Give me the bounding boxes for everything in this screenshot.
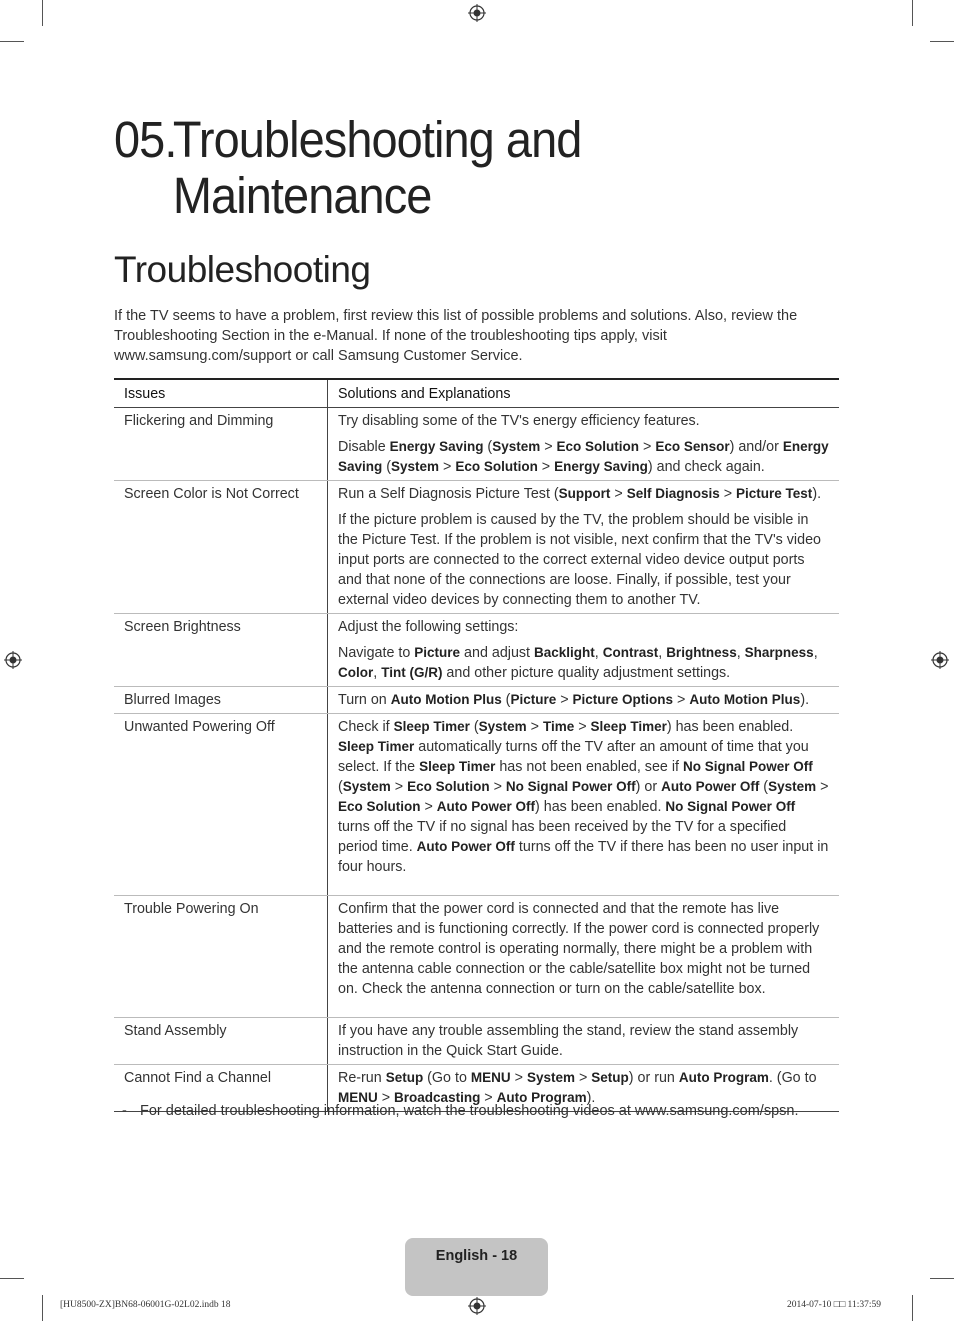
issue-cell: Screen Brightness [114, 614, 328, 687]
registration-mark-icon [468, 4, 486, 22]
issue-cell: Unwanted Powering Off [114, 714, 328, 896]
menu-path-term: System [526, 1070, 575, 1085]
solution-cell [328, 481, 840, 614]
menu-path-term: System [391, 459, 440, 474]
chapter-title-line1: Troubleshooting and [172, 111, 582, 168]
solution-cell [328, 896, 840, 1018]
solution-text: If you have any trouble assembling the stand, review the stand assembly instruction in the Quick Start Guide. [338, 1023, 799, 1059]
solution-text: Adjust the following settings: [338, 619, 519, 635]
section-title: Troubleshooting [114, 249, 371, 290]
table-row [114, 408, 839, 481]
menu-path-term: Auto Motion Plus [390, 692, 502, 707]
menu-path-term: Sleep Timer [393, 719, 470, 734]
solution-text: Re-run Setup (Go to MENU > System > Setup) or run Auto Program. (Go to MENU > Broadcasting > Auto Program). [338, 1070, 817, 1106]
menu-path-term: Sharpness [744, 645, 814, 660]
solution-text: Check if Sleep Timer (System > Time > Sleep Timer) has been enabled. Sleep Timer automatically turns off the TV after an amount of time that you select. If the Sleep Timer has not been enabled, see if No Signal Power Off (System > Eco Solution > No Signal Power Off) or Auto Power Off (System > Eco Solution > Auto Power Off) has been enabled. No Signal Power Off turns off the TV if no signal has been received by the TV for a specified period time. Auto Power Off turns off the TV if there has been no user input in four hours. [338, 719, 829, 875]
solution-text: Disable Energy Saving (System > Eco Solution > Eco Sensor) and/or Energy Saving (System > Eco Solution > Energy Saving) and check again. [338, 439, 829, 475]
menu-path-term: Picture [510, 692, 557, 707]
solution-text: Navigate to Picture and adjust Backlight, Contrast, Brightness, Sharpness, Color, Tint (G/R) and other picture quality adjustment settings. [338, 645, 818, 681]
menu-path-term: Sleep Timer [590, 719, 667, 734]
menu-path-term: Picture [414, 645, 461, 660]
menu-path-term: Eco Solution [407, 779, 490, 794]
crop-mark [930, 41, 954, 42]
menu-path-term: Energy Saving [554, 459, 648, 474]
menu-path-term: Eco Sensor [655, 439, 730, 454]
menu-path-term: Sleep Timer [419, 759, 496, 774]
menu-path-term: Auto Motion Plus [689, 692, 801, 707]
menu-path-term: Self Diagnosis [626, 486, 720, 501]
solution-cell [328, 687, 840, 714]
menu-path-term: Color [338, 665, 374, 680]
solution-text: Confirm that the power cord is connected and that the remote has live batteries and is functioning correctly. If the power cord is connected properly and the remote control is operating normally, there might be a problem with the antenna cable connection or the cable/satellite box might not be turned on. Check the antenna connection or turn on the cable/satellite box. [338, 901, 820, 997]
solution-text: Turn on Auto Motion Plus (Picture > Picture Options > Auto Motion Plus). [338, 692, 810, 708]
issue-cell: Screen Color is Not Correct [114, 481, 328, 614]
column-header-solutions: Solutions and Explanations [328, 379, 840, 408]
menu-path-term: Auto Program [496, 1090, 587, 1105]
menu-path-term: Broadcasting [394, 1090, 481, 1105]
solution-cell [328, 614, 840, 687]
table-row [114, 714, 839, 896]
menu-path-term: Auto Power Off [416, 839, 515, 854]
intro-paragraph: If the TV seems to have a problem, first review this list of possible problems and solutions. Also, review the Troubleshooting Section in the e-Manual. If none of the troubleshooting tips apply, visit www.samsung.com/support or call Samsung Customer Service. [114, 308, 798, 364]
crop-mark [42, 0, 43, 26]
menu-path-term: Contrast [602, 645, 659, 660]
menu-path-term: Auto Power Off [436, 799, 536, 814]
menu-path-term: MENU [338, 1090, 378, 1105]
menu-path-term: System [768, 779, 817, 794]
crop-mark [42, 1295, 43, 1321]
registration-mark-icon [4, 651, 22, 669]
menu-path-term: System [342, 779, 391, 794]
solution-cell [328, 1018, 840, 1065]
menu-path-term: Picture Options [572, 692, 674, 707]
footnote-text: For detailed troubleshooting information, watch the troubleshooting videos at www.samsung.com/spsn. [140, 1103, 799, 1119]
footer-filename: [HU8500-ZX]BN68-06001G-02L02.indb 18 [60, 1300, 231, 1310]
issue-cell: Flickering and Dimming [114, 408, 328, 481]
crop-mark [0, 1278, 24, 1279]
issue-cell: Stand Assembly [114, 1018, 328, 1065]
issue-cell: Cannot Find a Channel [114, 1065, 328, 1112]
crop-mark [912, 1295, 913, 1321]
crop-mark [930, 1278, 954, 1279]
menu-path-term: Support [558, 486, 611, 501]
table-row [114, 687, 839, 714]
menu-path-term: Setup [591, 1070, 629, 1085]
menu-path-term: Energy Saving [338, 439, 829, 474]
crop-mark [0, 41, 24, 42]
menu-path-term: Auto Power Off [661, 779, 760, 794]
menu-path-term: No Signal Power Off [505, 779, 636, 794]
crop-mark [912, 0, 913, 26]
menu-path-term: Eco Solution [455, 459, 538, 474]
menu-path-term: Brightness [666, 645, 737, 660]
table-row [114, 614, 839, 687]
menu-path-term: Time [542, 719, 575, 734]
page-number: English - 18 [435, 1248, 518, 1264]
page-number-tab [405, 1238, 548, 1296]
solution-text: Try disabling some of the TV's energy efficiency features. [338, 413, 700, 429]
menu-path-term: Setup [385, 1070, 424, 1085]
table-header-row [114, 379, 839, 408]
menu-path-term: System [492, 439, 541, 454]
menu-path-term: Backlight [534, 645, 595, 660]
solution-text: If the picture problem is caused by the TV, the problem should be visible in the Picture Test. If the problem is not visible, next confirm that the TV's video input ports are connected to the correct external video device output ports and that none of the connections are loose. Finally, if possible, test your external video devices by connecting them to another TV. [338, 512, 821, 608]
menu-path-term: System [478, 719, 527, 734]
solution-cell [328, 714, 840, 896]
table-row [114, 896, 839, 1018]
menu-path-term: Tint (G/R) [381, 665, 443, 680]
footnote [122, 1103, 799, 1119]
menu-path-term: Eco Solution [338, 799, 421, 814]
menu-path-term: Auto Program [678, 1070, 769, 1085]
registration-mark-icon [468, 1297, 486, 1315]
menu-path-term: Energy Saving [389, 439, 484, 454]
menu-path-term: Sleep Timer [338, 739, 415, 754]
chapter-title [114, 112, 581, 224]
footer-timestamp: 2014-07-10 □□ 11:37:59 [787, 1300, 881, 1310]
menu-path-term: No Signal Power Off [665, 799, 796, 814]
issue-cell: Trouble Powering On [114, 896, 328, 1018]
column-header-issues: Issues [114, 379, 328, 408]
solution-text: Run a Self Diagnosis Picture Test (Support > Self Diagnosis > Picture Test). [338, 486, 822, 502]
menu-path-term: MENU [470, 1070, 511, 1085]
chapter-number: 05. [114, 111, 177, 168]
table-row [114, 1018, 839, 1065]
menu-path-term: Picture Test [736, 486, 813, 501]
issue-cell: Blurred Images [114, 687, 328, 714]
menu-path-term: Eco Solution [556, 439, 640, 454]
registration-mark-icon [931, 651, 949, 669]
troubleshooting-table [114, 378, 839, 1112]
solution-cell [328, 408, 840, 481]
table-row [114, 481, 839, 614]
chapter-title-line2: Maintenance [172, 167, 432, 224]
footnote-dash: - [122, 1103, 127, 1119]
menu-path-term: No Signal Power Off [682, 759, 813, 774]
